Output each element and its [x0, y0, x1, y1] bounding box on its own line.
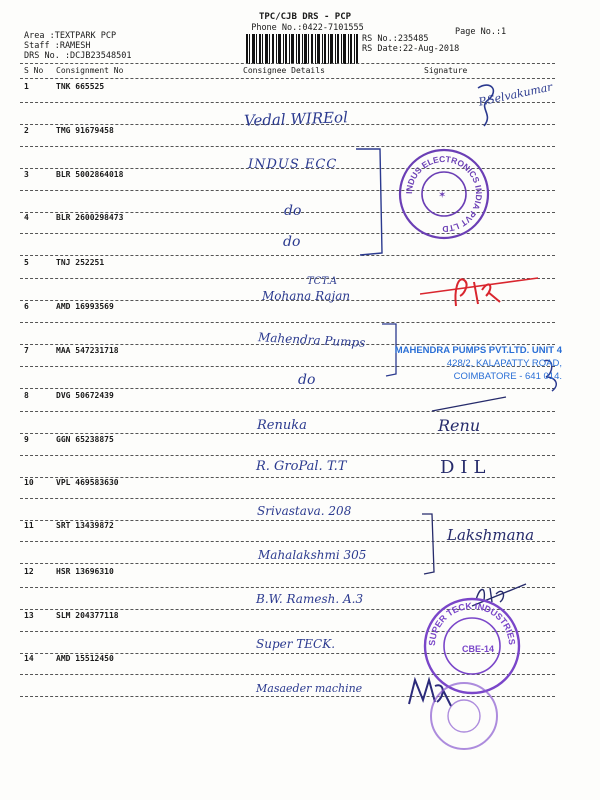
mahendra-stamp-line1: MAHENDRA PUMPS PVT.LTD. UNIT 4 [394, 345, 562, 356]
row-rule-lower [20, 388, 555, 389]
row-serial: 1 [24, 82, 29, 91]
consignee-row11: Mahalakshmi 305 [258, 548, 367, 562]
column-consignment: Consignment No [56, 66, 124, 75]
superteck-round-stamp-2 [428, 680, 500, 752]
consignee-row14: Masaeder machine [256, 682, 363, 695]
row-consignment-number: GGN 65238875 [56, 435, 114, 444]
consignee-row9: R. GroPal. T.T [256, 459, 347, 474]
drs-number: DRS No. :DCJB23548501 [24, 51, 132, 61]
row-consignment-number: AMD 16993569 [56, 302, 114, 311]
row-serial: 11 [24, 521, 34, 530]
consignee-row13: Super TECK. [256, 637, 336, 651]
row-serial: 7 [24, 346, 29, 355]
area-label: Area :TEXTPARK PCP [24, 31, 117, 41]
rs-date: RS Date:22-Aug-2018 [362, 44, 460, 54]
row-serial: 4 [24, 213, 29, 222]
signature-rows10-11: Lakshmana [447, 526, 535, 544]
row-serial: 9 [24, 435, 29, 444]
row-rule-upper [20, 146, 555, 147]
row-rule-lower [20, 563, 555, 564]
consignee-row4: do [283, 234, 301, 250]
indus-stamp-text: INDUS ELECTRONICS INDIA PVT LTD [403, 153, 485, 235]
consignee-row12: B.W. Ramesh. A.3 [256, 592, 364, 606]
row-consignment-number: SLM 204377118 [56, 611, 119, 620]
column-sno: S No [24, 66, 44, 75]
row-serial: 8 [24, 391, 29, 400]
bracket-rows10-11 [418, 510, 442, 580]
signature-row8: Renu [438, 416, 481, 435]
mahendra-stamp-line2: 428/2, KALAPATTY ROAD, [446, 358, 562, 369]
rs-number: RS No.:235485 [362, 34, 429, 44]
teck-stamp-text: SUPER TECK INDUSTRIES [426, 600, 518, 647]
row-serial: 6 [24, 302, 29, 311]
signature-row1: P.Selvakumar [477, 80, 554, 109]
consignee-row1: Vedal WIREol [243, 108, 349, 130]
consignee-row6: Mahendra Pumps [257, 330, 366, 350]
row-consignment-number: AMD 15512450 [56, 654, 114, 663]
signature-row9: DIL [440, 457, 492, 478]
consignee-row5-top: TCT.A [307, 276, 337, 287]
row-consignment-number: BLR 2600298473 [56, 213, 124, 222]
svg-text:SUPER TECK INDUSTRIES [427, 601, 517, 646]
row-serial: 2 [24, 126, 29, 135]
row-serial: 12 [24, 567, 34, 576]
row-serial: 14 [24, 654, 34, 663]
indus-round-stamp [398, 148, 490, 240]
signature-row5 [420, 270, 540, 315]
column-consignee: Consignee Details [243, 66, 325, 75]
row-consignment-number: BLR 5002864018 [56, 170, 124, 179]
row-consignment-number: DVG 50672439 [56, 391, 114, 400]
mahendra-stamp-line3: COIMBATORE - 641 014. [453, 371, 562, 382]
staff-label: Staff :RAMESH [24, 41, 91, 51]
consignee-row3: do [284, 203, 302, 219]
row-consignment-number: VPL 469583630 [56, 478, 119, 487]
column-signature: Signature [424, 66, 468, 75]
row-consignment-number: HSR 13696310 [56, 567, 114, 576]
consignee-row2: INDUS ECC [248, 157, 338, 172]
consignee-row8: Renuka [257, 418, 307, 433]
row-consignment-number: MAA 547231718 [56, 346, 119, 355]
barcode [246, 34, 358, 64]
row-consignment-number: TNJ 252251 [56, 258, 105, 267]
row-consignment-number: TNK 665525 [56, 82, 105, 91]
bracket-rows2-4 [350, 145, 390, 260]
row-rule-upper [20, 498, 555, 499]
svg-text:✶: ✶ [438, 190, 447, 201]
header-rule-top [20, 63, 555, 64]
consignee-row7: do [298, 372, 316, 388]
mahendra-stamp [392, 344, 562, 383]
row-serial: 5 [24, 258, 29, 267]
phone-number: Phone No.:0422-7101555 [251, 23, 364, 33]
row-consignment-number: SRT 13439872 [56, 521, 114, 530]
page-number: Page No.:1 [455, 27, 507, 37]
row-consignment-number: TMG 91679458 [56, 126, 114, 135]
signature-row8-stroke [430, 395, 510, 415]
row-rule-upper [20, 455, 555, 456]
consignee-row5: Mohana Rajan [262, 289, 351, 303]
row-serial: 10 [24, 478, 34, 487]
row-serial: 3 [24, 170, 29, 179]
consignee-row10: Srivastava. 208 [257, 504, 352, 518]
row-rule-upper [20, 322, 555, 323]
document-title: TPC/CJB DRS - PCP [258, 12, 352, 22]
row-serial: 13 [24, 611, 34, 620]
row-rule-lower [20, 255, 555, 256]
signature-row1-scribble [470, 78, 510, 133]
teck-stamp-code: CBE-14 [462, 644, 495, 654]
